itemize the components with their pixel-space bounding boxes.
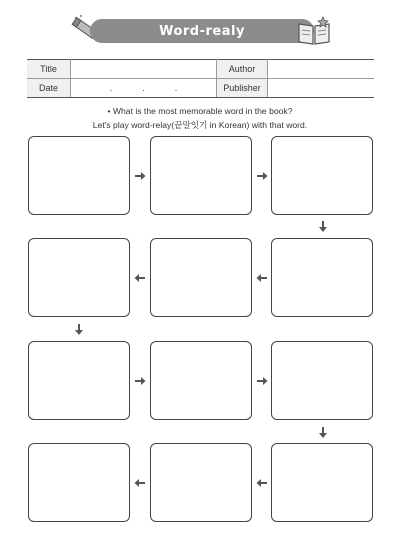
date-dot: .	[109, 83, 113, 93]
publisher-field[interactable]	[268, 79, 375, 98]
arrow-down-icon	[317, 220, 329, 233]
relay-box-12[interactable]	[28, 443, 130, 522]
author-label: Author	[217, 60, 268, 79]
title-label: Title	[27, 60, 71, 79]
relay-box-1[interactable]	[28, 136, 130, 215]
relay-box-11[interactable]	[150, 443, 252, 522]
date-field[interactable]	[71, 79, 217, 98]
book-info-table	[27, 59, 374, 98]
arrow-down-icon	[317, 426, 329, 439]
relay-box-2[interactable]	[150, 136, 252, 215]
page-title-banner	[90, 19, 314, 43]
arrow-left-icon	[134, 477, 146, 489]
table-row	[27, 79, 374, 98]
book-icon	[296, 16, 332, 46]
relay-box-9[interactable]	[271, 341, 373, 420]
date-label: Date	[27, 79, 71, 98]
arrow-right-icon	[134, 375, 146, 387]
arrow-right-icon	[134, 170, 146, 182]
relay-box-4[interactable]	[271, 238, 373, 317]
publisher-label: Publisher	[217, 79, 268, 98]
instruction-question: • What is the most memorable word in the book?	[107, 106, 293, 116]
arrow-right-icon	[256, 375, 268, 387]
relay-box-7[interactable]	[28, 341, 130, 420]
arrow-left-icon	[256, 272, 268, 284]
title-field[interactable]	[71, 60, 217, 79]
relay-box-5[interactable]	[150, 238, 252, 317]
arrow-left-icon	[134, 272, 146, 284]
arrow-left-icon	[256, 477, 268, 489]
page-title: Word-realy	[159, 23, 245, 39]
date-dot: .	[142, 83, 145, 93]
instruction-directive: Let's play word-relay(끝말잇기 in Korean) with that word.	[92, 120, 308, 130]
relay-box-10[interactable]	[271, 443, 373, 522]
relay-box-6[interactable]	[28, 238, 130, 317]
arrow-right-icon	[256, 170, 268, 182]
relay-box-3[interactable]	[271, 136, 373, 215]
author-field[interactable]	[268, 60, 375, 79]
table-row	[27, 60, 374, 79]
arrow-down-icon	[73, 323, 85, 336]
date-dot: .	[174, 83, 178, 93]
relay-box-8[interactable]	[150, 341, 252, 420]
